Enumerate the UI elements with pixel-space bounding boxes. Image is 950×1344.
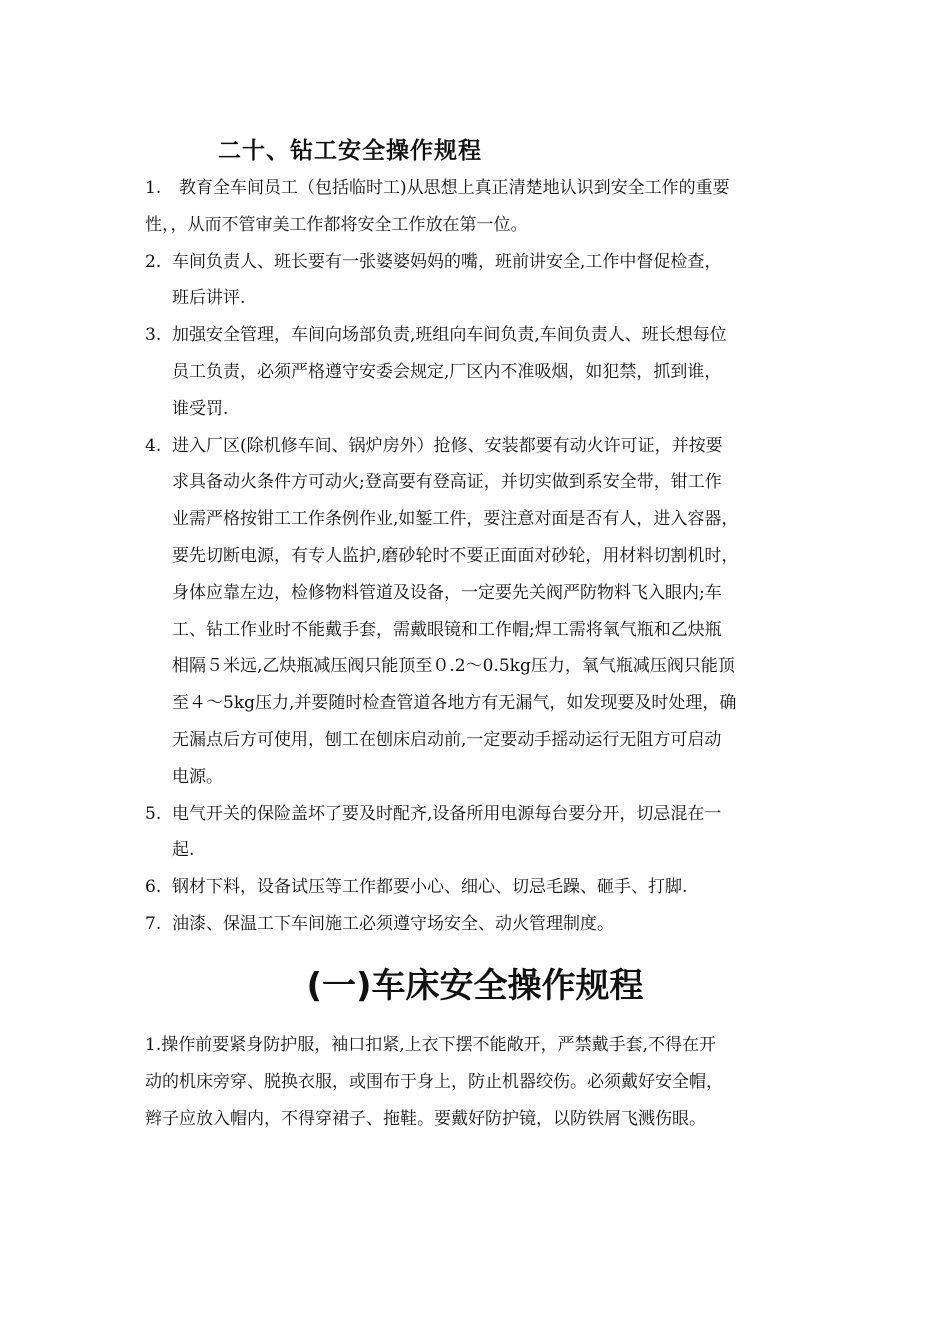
item-line: 至４～5kg压力,并要随时检查管道各地方有无漏气，如发现要及时处理，确: [172, 693, 737, 714]
list-item: [145, 170, 820, 244]
item-line: 工、钻工作业时不能戴手套，需戴眼镜和工作帽;焊工需将氧气瓶和乙炔瓶: [172, 619, 722, 640]
item-number: 4.: [145, 435, 162, 456]
item-number: 5.: [145, 803, 162, 824]
section-paragraph: [145, 1027, 820, 1137]
page-title: 二十、钻工安全操作规程: [218, 137, 482, 164]
item-number: 6.: [145, 877, 162, 898]
item-line: 教育全车间员工（包括临时工)从思想上真正清楚地认识到安全工作的重要: [179, 178, 730, 198]
item-number: 3.: [145, 325, 162, 346]
item-line: 性，，从而不管审美工作都将安全工作放在第一位。: [145, 214, 528, 235]
item-line: 油漆、保温工下车间施工必须遵守场安全、动火管理制度。: [172, 913, 614, 934]
item-line: 员工负责，必须严格遵守安委会规定,厂区内不准吸烟，如犯禁，抓到谁，: [172, 361, 722, 382]
item-number: 2.: [145, 251, 162, 272]
item-line: 加强安全管理，车间向场部负责,班组向车间负责,车间负责人、班长想每位: [172, 325, 727, 346]
item-line: 身体应靠左边，检修物料管道及设备，一定要先关阀严防物料飞入眼内;车: [172, 582, 722, 603]
list-item: [145, 906, 820, 943]
paragraph-line: 辫子应放入帽内，不得穿裙子、拖鞋。要戴好防护镜，以防铁屑飞溅伤眼。: [145, 1108, 706, 1129]
item-line: 要先切断电源，有专人监护,磨砂轮时不要正面面对砂轮，用材料切割机时，: [172, 545, 739, 566]
list-item: [145, 869, 820, 906]
item-line: 电源。: [172, 766, 223, 787]
item-line: 车间负责人、班长要有一张婆婆妈妈的嘴，班前讲安全,工作中督促检查，: [172, 251, 722, 272]
item-line: 求具备动火条件方可动火;登高要有登高证，并切实做到系安全带，钳工作: [172, 472, 722, 493]
list-item: [145, 317, 820, 427]
item-line: 进入厂区(除机修车间、锅炉房外）抢修、安装都要有动火许可证，并按要: [172, 435, 723, 456]
list-item: [145, 244, 820, 318]
rules-list: [145, 170, 820, 943]
list-item: [145, 796, 820, 870]
paragraph-line: 动的机床旁穿、脱换衣服，或围布于身上，防止机器绞伤。必须戴好安全帽，: [145, 1071, 723, 1092]
item-line: 起.: [172, 840, 195, 861]
item-line: 相隔５米远,乙炔瓶减压阀只能顶至０.2～0.5kg压力，氧气瓶减压阀只能顶: [172, 656, 735, 677]
item-number: 1.: [145, 178, 162, 198]
item-line: 电气开关的保险盖坏了要及时配齐,设备所用电源每台要分开，切忌混在一: [172, 803, 722, 824]
section-title: (一)车床安全操作规程: [306, 966, 644, 1006]
item-line: 业需严格按钳工工作条例作业,如錾工件，要注意对面是否有人，进入容器，: [172, 509, 739, 530]
item-number: 7.: [145, 913, 162, 934]
paragraph-line: 1.操作前要紧身防护服，袖口扣紧,上衣下摆不能敞开，严禁戴手套,不得在开: [145, 1035, 717, 1055]
item-line: 班后讲评.: [172, 288, 246, 309]
list-item: [145, 428, 820, 796]
item-line: 无漏点后方可使用，刨工在刨床启动前,一定要动手摇动运行无阻方可启动: [172, 729, 722, 750]
item-line: 谁受罚.: [172, 398, 229, 419]
item-line: 钢材下料，设备试压等工作都要小心、细心、切忌毛躁、砸手、打脚.: [172, 877, 688, 898]
